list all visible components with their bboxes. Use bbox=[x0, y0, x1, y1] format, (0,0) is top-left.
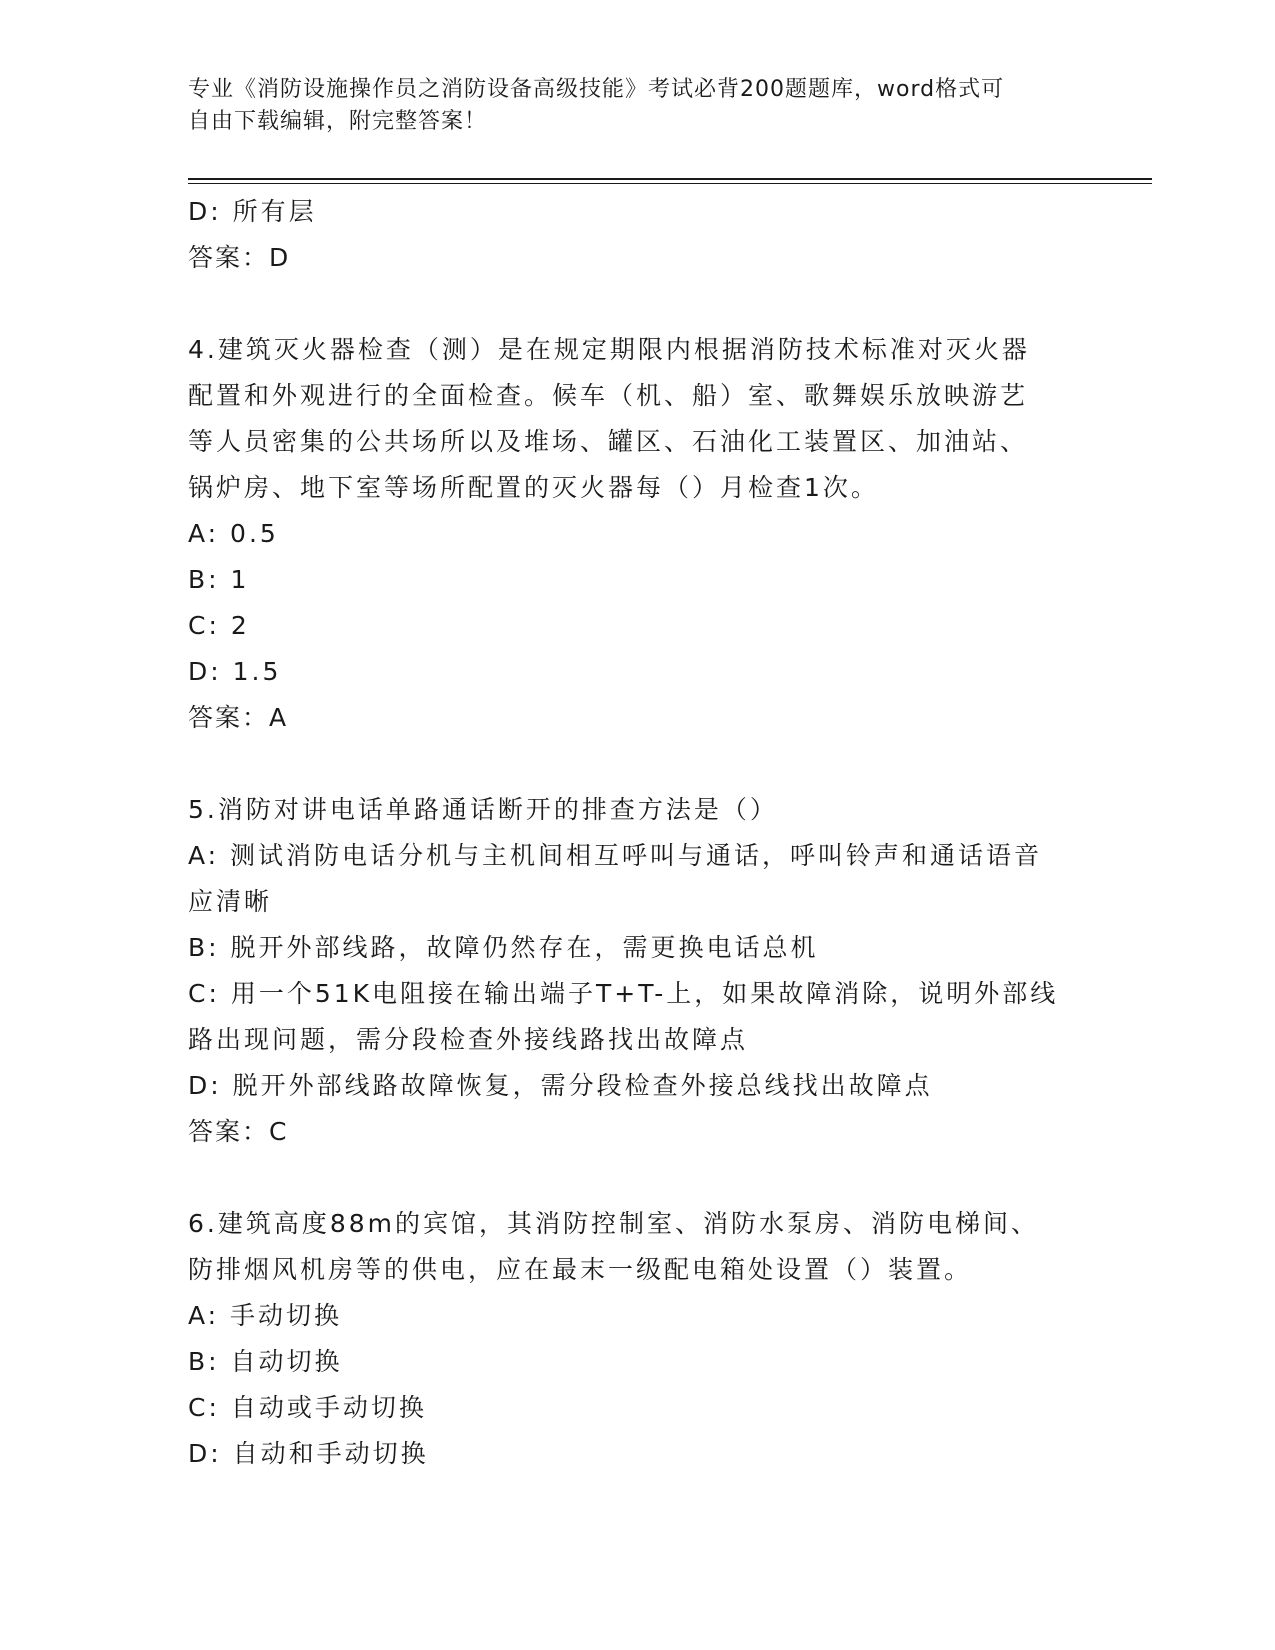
question-4-text-line-2: 配置和外观进行的全面检查。候车（机、船）室、歌舞娱乐放映游艺 bbox=[188, 381, 1029, 410]
document-body bbox=[188, 189, 1088, 1477]
question-4 bbox=[188, 327, 1088, 741]
header-line-1: 专业《消防设施操作员之消防设备高级技能》考试必背200题题库，word格式可 bbox=[188, 77, 1005, 102]
question-5-option-b: B: 脱开外部线路，故障仍然存在，需更换电话总机 bbox=[188, 933, 819, 962]
question-6-option-a: A: 手动切换 bbox=[188, 1301, 343, 1330]
header-divider-thick bbox=[188, 178, 1152, 180]
question-4-answer: 答案：A bbox=[188, 703, 289, 732]
question-4-option-a: A: 0.5 bbox=[188, 519, 279, 548]
question-6 bbox=[188, 1201, 1088, 1477]
spacer bbox=[188, 281, 1088, 327]
question-5-option-d: D: 脱开外部线路故障恢复，需分段检查外接总线找出故障点 bbox=[188, 1071, 933, 1100]
question-5-option-a-line-2: 应清晰 bbox=[188, 887, 273, 916]
question-5-option-c-line-1: C: 用一个51K电阻接在输出端子T+T-上，如果故障消除，说明外部线 bbox=[188, 979, 1059, 1008]
question-5-answer: 答案：C bbox=[188, 1117, 289, 1146]
question-4-text-line-4: 锅炉房、地下室等场所配置的灭火器每（）月检查1次。 bbox=[188, 473, 879, 502]
question-5-text-line-1: 5.消防对讲电话单路通话断开的排查方法是（） bbox=[188, 795, 778, 824]
question-4-option-b: B: 1 bbox=[188, 565, 250, 594]
question-6-option-c: C: 自动或手动切换 bbox=[188, 1393, 427, 1422]
question-6-option-d: D: 自动和手动切换 bbox=[188, 1439, 429, 1468]
question-5 bbox=[188, 787, 1088, 1155]
header-divider-thin bbox=[188, 183, 1152, 184]
question-6-text-line-2: 防排烟风机房等的供电，应在最末一级配电箱处设置（）装置。 bbox=[188, 1255, 973, 1284]
question-5-option-a-line-1: A: 测试消防电话分机与主机间相互呼叫与通话，呼叫铃声和通话语音 bbox=[188, 841, 1043, 870]
question-4-text-line-1: 4.建筑灭火器检查（测）是在规定期限内根据消防技术标准对灭火器 bbox=[188, 335, 1030, 364]
prev-option-d: D: 所有层 bbox=[188, 197, 317, 226]
question-5-option-c-line-2: 路出现问题，需分段检查外接线路找出故障点 bbox=[188, 1025, 749, 1054]
question-4-option-d: D: 1.5 bbox=[188, 657, 282, 686]
header-line-2: 自由下载编辑，附完整答案！ bbox=[188, 109, 488, 134]
spacer bbox=[188, 1155, 1088, 1201]
question-4-text-line-3: 等人员密集的公共场所以及堆场、罐区、石油化工装置区、加油站、 bbox=[188, 427, 1029, 456]
question-6-option-b: B: 自动切换 bbox=[188, 1347, 343, 1376]
question-4-option-c: C: 2 bbox=[188, 611, 250, 640]
prev-answer: 答案：D bbox=[188, 243, 291, 272]
question-6-text-line-1: 6.建筑高度88m的宾馆，其消防控制室、消防水泵房、消防电梯间、 bbox=[188, 1209, 1040, 1238]
document-header bbox=[188, 74, 1068, 138]
spacer bbox=[188, 741, 1088, 787]
